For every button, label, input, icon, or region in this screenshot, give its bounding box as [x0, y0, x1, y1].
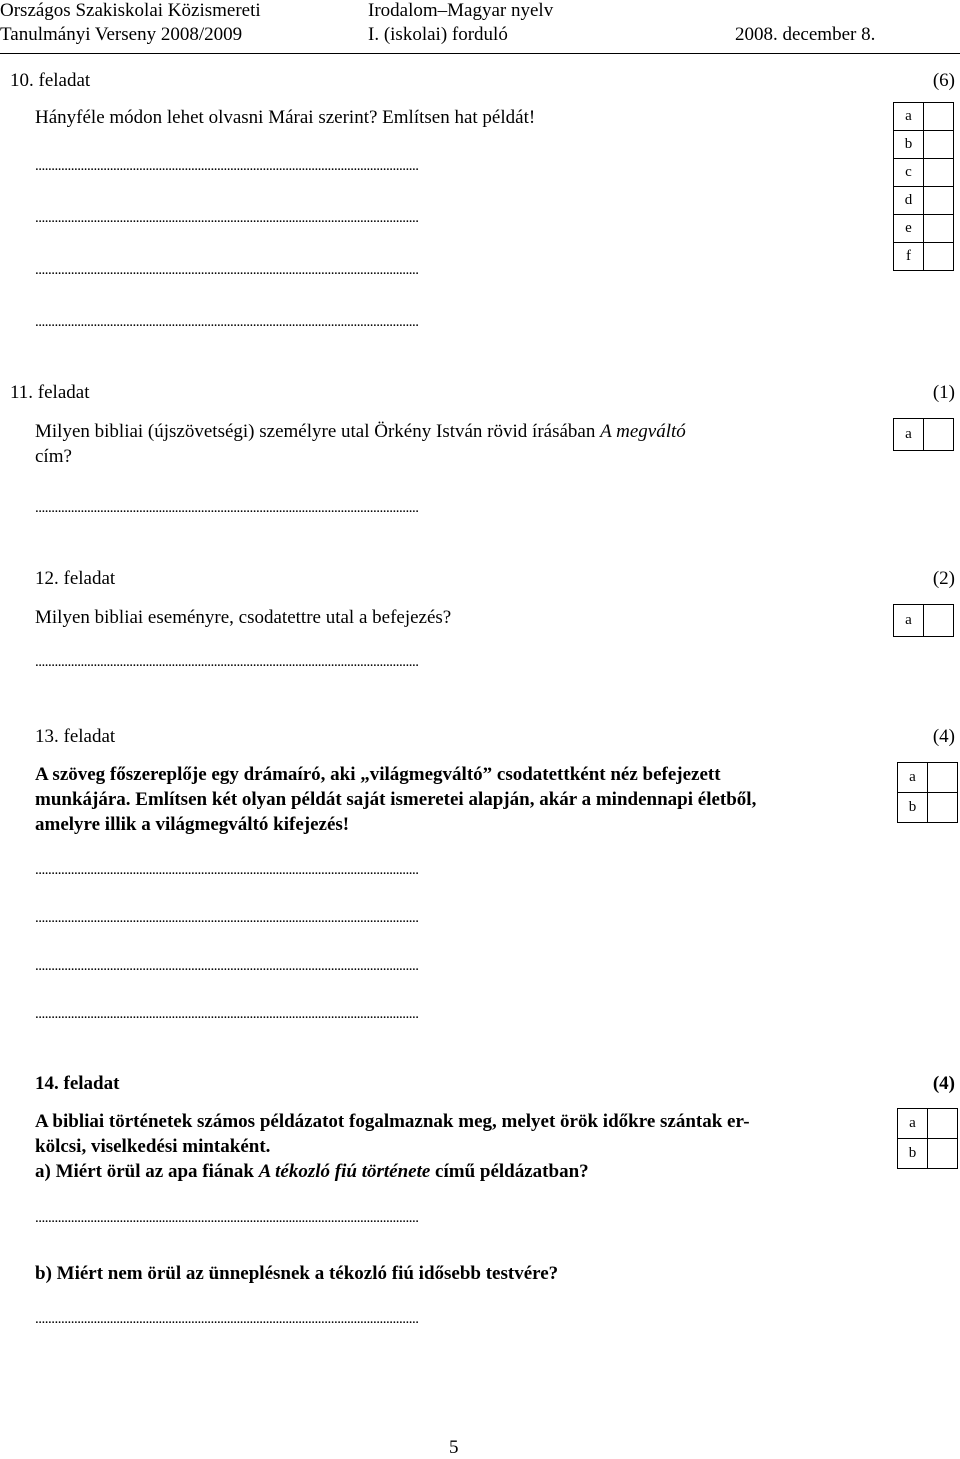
task13-points: (4): [932, 726, 955, 747]
task12-question: Milyen bibliai eseményre, csodatettre utal a befejezés?: [35, 607, 452, 628]
score-box: [924, 243, 954, 271]
task14-question-b: b) Miért nem örül az ünneplésnek a tékozló fiú idősebb testvére?: [35, 1263, 559, 1284]
task13-score-grid: [897, 762, 958, 823]
score-box: [924, 419, 954, 451]
task14-question-a-title: A tékozló fiú története: [258, 1161, 431, 1182]
task11-points: (1): [932, 382, 955, 403]
task10-question: Hányféle módon lehet olvasni Márai szerint? Említsen hat példát!: [35, 107, 536, 128]
task12-score-grid: [893, 604, 954, 637]
score-box: [924, 103, 954, 131]
page-number: 5: [449, 1437, 459, 1458]
score-label: f: [894, 243, 924, 271]
answer-line[interactable]: ......................................................................................................................: [35, 1006, 419, 1022]
task11-question-text: Milyen bibliai (újszövetségi) személyre utal Örkény István rövid írásában: [35, 421, 601, 442]
score-label: d: [894, 187, 924, 215]
score-label: a: [894, 605, 924, 637]
header-competition-line1: Országos Szakiskolai Közismereti: [0, 0, 261, 21]
task13-text-line3: amelyre illik a világmegváltó kifejezés!: [35, 814, 350, 835]
score-box: [928, 763, 958, 793]
score-box: [924, 187, 954, 215]
task10-score-grid: [893, 102, 954, 271]
task14-question-a-suffix: című példázatban?: [430, 1161, 589, 1182]
score-box: [924, 159, 954, 187]
score-label: a: [898, 1109, 928, 1139]
task14-text-line1: A bibliai történetek számos példázatot fogalmaznak meg, melyet örök időkre szántak er-: [35, 1111, 750, 1132]
header-competition-line2: Tanulmányi Verseny 2008/2009: [0, 24, 243, 45]
answer-line[interactable]: ......................................................................................................................: [35, 262, 419, 278]
score-label: b: [898, 793, 928, 823]
task11-score-grid: [893, 418, 954, 451]
task14-score-grid: [897, 1108, 958, 1169]
task14-question-a-text: a) Miért örül az apa fiának: [35, 1161, 259, 1182]
answer-line[interactable]: ......................................................................................................................: [35, 1210, 419, 1226]
score-box: [924, 605, 954, 637]
task14-points: (4): [932, 1073, 955, 1094]
task10-title: 10. feladat: [10, 70, 91, 91]
score-box: [928, 793, 958, 823]
score-label: b: [898, 1139, 928, 1169]
answer-line[interactable]: ......................................................................................................................: [35, 910, 419, 926]
score-label: c: [894, 159, 924, 187]
score-label: b: [894, 131, 924, 159]
task14-text-line2: kölcsi, viselkedési mintaként.: [35, 1136, 271, 1157]
answer-line[interactable]: ......................................................................................................................: [35, 1311, 419, 1327]
task12-title: 12. feladat: [35, 568, 116, 589]
header-round: I. (iskolai) forduló: [368, 24, 508, 45]
answer-line[interactable]: ......................................................................................................................: [35, 158, 419, 174]
task11-question-line2: cím?: [35, 446, 72, 467]
score-label: a: [894, 419, 924, 451]
task14-title: 14. feladat: [35, 1073, 120, 1094]
task11-question-title: A megváltó: [600, 421, 686, 442]
answer-line[interactable]: ......................................................................................................................: [35, 958, 419, 974]
header-subject: Irodalom–Magyar nyelv: [368, 0, 554, 21]
score-box: [928, 1139, 958, 1169]
answer-line[interactable]: ......................................................................................................................: [35, 314, 419, 330]
answer-line[interactable]: ......................................................................................................................: [35, 210, 419, 226]
score-label: a: [898, 763, 928, 793]
task13-title: 13. feladat: [35, 726, 116, 747]
header-rule: [0, 53, 960, 54]
score-box: [924, 215, 954, 243]
task12-points: (2): [932, 568, 955, 589]
answer-line[interactable]: ......................................................................................................................: [35, 862, 419, 878]
score-label: e: [894, 215, 924, 243]
task11-question: [35, 421, 686, 443]
task10-points: (6): [932, 70, 955, 91]
task11-title: 11. feladat: [10, 382, 90, 403]
task13-text-line1: A szöveg főszereplője egy drámaíró, aki „világmegváltó” csodatettként néz befejezett: [35, 764, 721, 785]
score-label: a: [894, 103, 924, 131]
answer-line[interactable]: ......................................................................................................................: [35, 654, 419, 670]
answer-line[interactable]: ......................................................................................................................: [35, 500, 419, 516]
task14-question-a: [35, 1161, 589, 1183]
task13-text-line2: munkájára. Említsen két olyan példát saját ismeretei alapján, akár a mindennapi életből,: [35, 789, 757, 810]
score-box: [928, 1109, 958, 1139]
header-date: 2008. december 8.: [735, 24, 876, 45]
score-box: [924, 131, 954, 159]
